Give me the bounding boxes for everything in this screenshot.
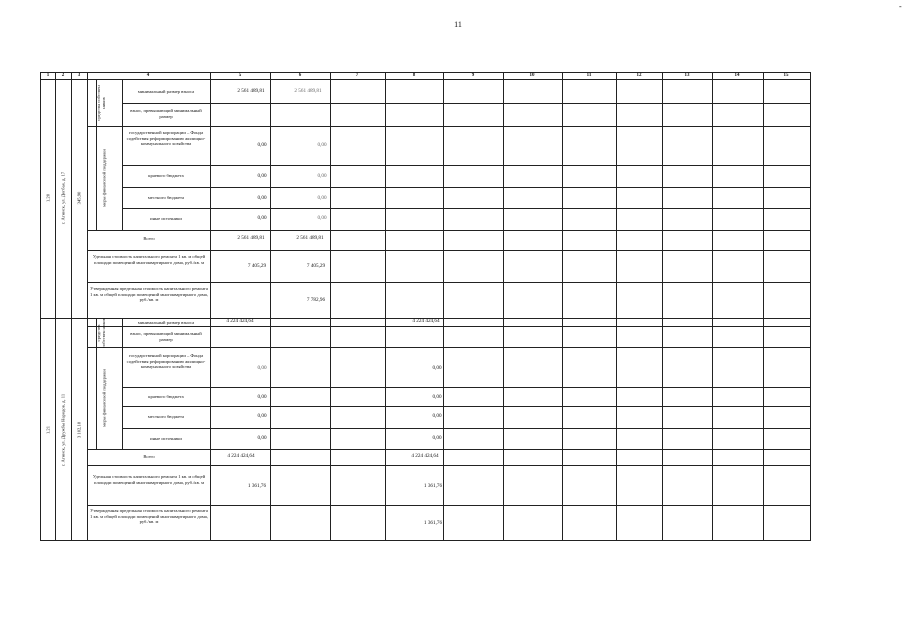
cell-value: 2 561 489,81 <box>294 88 322 94</box>
row-label: местного бюджета <box>147 414 185 419</box>
col-header: 13 <box>684 73 690 78</box>
total-area: 3 102,18 <box>76 421 82 439</box>
group-owners-funds: средства собствен ников <box>96 318 106 348</box>
address: г. Агинск, ул. Дружбы Народов, д. 11 <box>60 393 66 467</box>
cell-value: 2 561 489,81 <box>237 88 265 94</box>
row-label: государственной корпорации – Фонда содействия реформированию жилищно-коммунального хозяйства <box>126 353 206 370</box>
cell-value: 0,00 <box>257 413 267 419</box>
row-label: взнос, превышающий минимальный размер <box>130 331 202 342</box>
unit-cost-value: 7 405,29 <box>247 263 267 269</box>
cell-value: 0,00 <box>317 142 327 148</box>
cell-value: 0,00 <box>257 435 267 441</box>
col-header: 7 <box>355 73 359 78</box>
row-label: местного бюджета <box>147 195 185 200</box>
row-label: государственной корпорации – Фонда содействия реформированию жилищно-коммунального хозяйства <box>126 130 206 147</box>
col-header: 14 <box>734 73 740 78</box>
cell-value: 0,00 <box>257 142 267 148</box>
row-label: краевого бюджета <box>148 173 184 178</box>
unit-cost-label: Удельная стоимость капитального ремонта 1 кв. м общей площади помещений многоквартирного дома, руб./кв. м <box>92 254 206 265</box>
total-label: Всего <box>143 454 155 459</box>
col-header: 10 <box>529 73 535 78</box>
cell-value: 0,00 <box>317 173 327 179</box>
cell-value: 0,00 <box>432 365 442 371</box>
limit-cost-value: 7 782,96 <box>306 297 326 303</box>
cell-value: 0,00 <box>257 365 267 371</box>
limit-cost-value: 1 361,76 <box>423 520 443 526</box>
col-header: 5 <box>238 73 242 78</box>
row-label: краевого бюджета <box>148 394 184 399</box>
unit-cost-value: 7 405,29 <box>306 263 326 269</box>
address: г. Агинск, ул. Догбая, д. 17 <box>60 171 66 225</box>
page-number: 11 <box>454 20 462 29</box>
col-header: 3 <box>77 73 81 78</box>
corner-mark: - <box>899 2 902 11</box>
total-value: 2 561 489,81 <box>296 235 324 241</box>
row-label: взнос, превышающий минимальный размер <box>130 108 202 119</box>
group-financial-support: меры финансовой поддержки <box>101 369 107 427</box>
col-header: 8 <box>412 73 416 78</box>
col-header: 11 <box>586 73 592 78</box>
unit-cost-label: Удельная стоимость капитального ремонта 1 кв. м общей площади помещений многоквартирного дома, руб./кв. м <box>92 474 206 485</box>
cell-value: 0,00 <box>432 435 442 441</box>
limit-cost-label: Утвержденная предельная стоимость капитального ремонта 1 кв. м общей площади помещений многоквартирного дома, руб./кв. м <box>90 286 208 303</box>
item-number: 1.21 <box>45 425 51 435</box>
total-value: 2 561 489,81 <box>237 235 265 241</box>
cell-value: 0,00 <box>317 195 327 201</box>
cell-value: 4 224 424,64 <box>226 318 254 324</box>
col-header: 9 <box>471 73 475 78</box>
cell-value: 0,00 <box>257 173 267 179</box>
total-value: 4 224 424,64 <box>227 453 255 459</box>
row-label: минимальный размер взноса <box>137 89 195 94</box>
total-label: Всего <box>143 236 155 241</box>
group-financial-support: меры финансовой поддержки <box>101 149 107 207</box>
cell-value: 0,00 <box>257 195 267 201</box>
col-header: 4 <box>146 73 150 78</box>
col-header: 6 <box>298 73 302 78</box>
row-label: иные источники <box>150 216 182 221</box>
row-label: минимальный размер взноса <box>137 320 195 325</box>
row-label: иные источники <box>150 436 182 441</box>
col-header: 1 <box>46 73 50 78</box>
item-number: 1.20 <box>45 193 51 203</box>
unit-cost-value: 1 361,76 <box>423 483 443 489</box>
cell-value: 0,00 <box>257 394 267 400</box>
cell-value: 0,00 <box>257 215 267 221</box>
cell-value: 0,00 <box>432 394 442 400</box>
total-value: 4 224 424,64 <box>411 453 439 459</box>
cell-value: 4 224 424,64 <box>412 318 440 324</box>
total-area: 345,90 <box>76 191 82 205</box>
cell-value: 0,00 <box>317 215 327 221</box>
cell-value: 0,00 <box>432 413 442 419</box>
limit-cost-label: Утвержденная предельная стоимость капитального ремонта 1 кв. м общей площади помещений многоквартирного дома, руб./кв. м <box>90 508 208 525</box>
col-header: 2 <box>61 73 65 78</box>
group-owners-funds: средства собствен ников <box>96 85 106 121</box>
unit-cost-value: 1 361,76 <box>247 483 267 489</box>
col-header: 12 <box>636 73 642 78</box>
col-header: 15 <box>783 73 789 78</box>
